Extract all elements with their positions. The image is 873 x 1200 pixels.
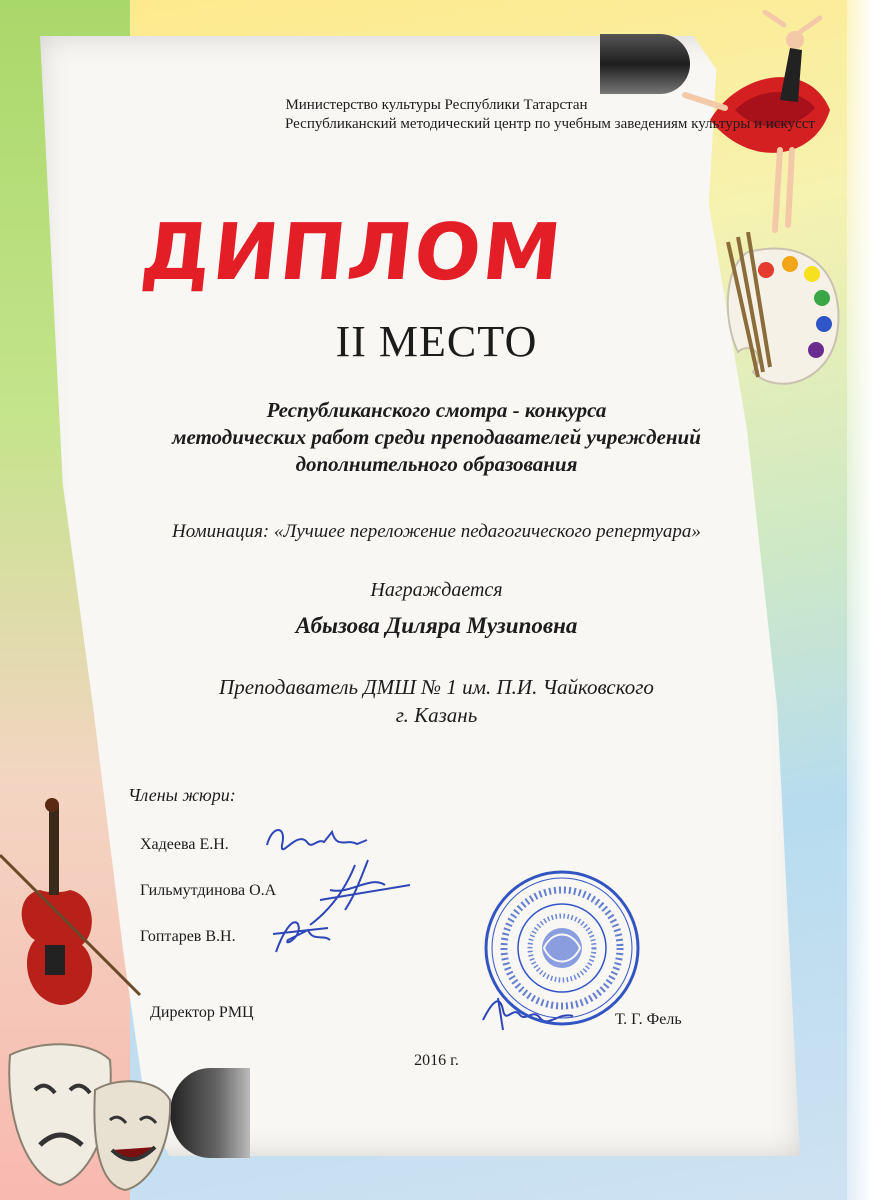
official-stamp (482, 868, 642, 1028)
contest-line-1: Республиканского смотра - конкурса (266, 398, 607, 422)
position-line-1: Преподаватель ДМШ № 1 им. П.И. Чайковского (219, 675, 654, 699)
contest-line-3: дополнительного образования (295, 452, 578, 476)
year-text: 2016 г. (414, 1052, 459, 1069)
jury-member-1: Хадеева Е.Н. (140, 836, 229, 853)
center-header: Республиканский методический центр по учебным заведениям культуры и искусст (285, 116, 815, 132)
director-name: Т. Г. Фель (615, 1011, 682, 1028)
violin-illustration (0, 795, 150, 1025)
awarded-label: Награждается (370, 579, 503, 601)
diploma-title: ДИПЛОМ (136, 208, 568, 298)
signature-goptarev (268, 912, 338, 957)
position-line-2: г. Казань (395, 703, 478, 727)
director-label: Директор РМЦ (150, 1004, 254, 1021)
scroll-curl-bottom (170, 1068, 250, 1158)
scroll-curl-top (600, 34, 690, 94)
nomination-text: Номинация: «Лучшее переложение педагогического репертуара» (172, 521, 701, 542)
ministry-header: Министерство культуры Республики Татарстан (285, 97, 588, 113)
awardee-name: Абызова Диляра Музиповна (295, 613, 578, 638)
place-title: II МЕСТО (335, 317, 538, 366)
contest-line-2: методических работ среди преподавателей учреждений (172, 425, 701, 449)
jury-label: Члены жюри: (128, 785, 236, 805)
jury-member-3: Гоптарев В.Н. (140, 928, 236, 945)
jury-member-2: Гильмутдинова О.А (140, 882, 277, 899)
